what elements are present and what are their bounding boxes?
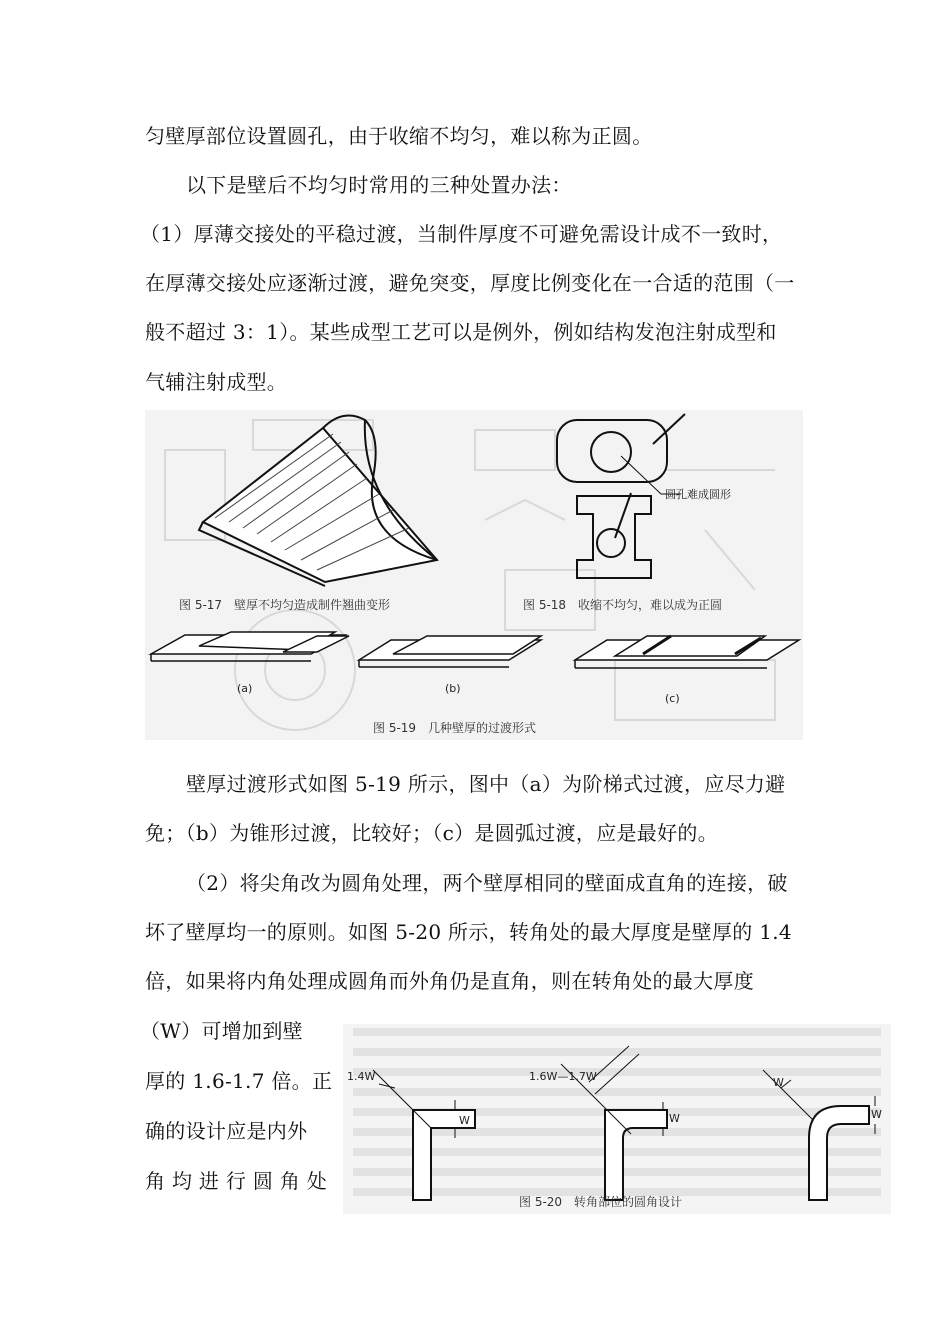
caption-5-19: 图 5-19 几种壁厚的过渡形式 bbox=[373, 721, 537, 735]
label-b: (b) bbox=[445, 682, 461, 695]
warped-plate-drawing bbox=[199, 416, 437, 587]
label-1-6w-1-7w: 1.6W—1.7W bbox=[529, 1070, 597, 1083]
text-line-12: （W）可增加到壁 bbox=[140, 1019, 303, 1043]
text-line-14: 确的设计应是内外 bbox=[145, 1119, 308, 1143]
text-line-15: 角 均 进 行 圆 角 处 bbox=[145, 1169, 328, 1193]
label-hole-not-round: 圆孔难成圆形 bbox=[665, 488, 731, 501]
figure-5-17-5-18-5-19 bbox=[145, 410, 803, 740]
text-line-13: 厚的 1.6-1.7 倍。正 bbox=[145, 1069, 333, 1093]
text-line-3: （1）厚薄交接处的平稳过渡，当制件厚度不可避免需设计成不一致时， bbox=[140, 222, 783, 246]
text-line-11: 倍，如果将内角处理成圆角而外角仍是直角，则在转角处的最大厚度 bbox=[145, 969, 754, 993]
text-line-4: 在厚薄交接处应逐渐过渡，避免突变，厚度比例变化在一合适的范围（一 bbox=[145, 271, 795, 295]
caption-5-20: 图 5-20 转角部位的圆角设计 bbox=[519, 1195, 683, 1209]
text-line-8: 免；（b）为锥形过渡，比较好；（c）是圆弧过渡，应是最好的。 bbox=[145, 821, 719, 845]
transition-plate-c bbox=[575, 636, 799, 668]
text-line-6: 气辅注射成型。 bbox=[145, 370, 288, 394]
caption-5-18: 图 5-18 收缩不均匀，难以成为正圆 bbox=[523, 598, 723, 612]
label-w-2: W bbox=[669, 1112, 680, 1125]
label-w-1: W bbox=[459, 1114, 470, 1127]
label-1-4w: 1.4W bbox=[347, 1070, 376, 1083]
text-line-2: 以下是壁后不均匀时常用的三种处置办法： bbox=[186, 173, 572, 197]
text-line-10: 坏了壁厚均一的原则。如图 5-20 所示，转角处的最大厚度是壁厚的 1.4 bbox=[145, 920, 792, 944]
label-c: (c) bbox=[665, 692, 680, 705]
figure-5-20 bbox=[343, 1024, 891, 1214]
text-line-5: 般不超过 3：1）。某些成型工艺可以是例外，例如结构发泡注射成型和 bbox=[145, 320, 777, 344]
label-w-3: W bbox=[773, 1076, 784, 1089]
transition-plate-a bbox=[151, 632, 349, 661]
caption-5-17: 图 5-17 壁厚不均匀造成制件翘曲变形 bbox=[179, 598, 391, 612]
label-w-4: W bbox=[871, 1108, 882, 1121]
label-a: (a) bbox=[237, 682, 253, 695]
text-line-1: 匀壁厚部位设置圆孔，由于收缩不均匀，难以称为正圆。 bbox=[145, 124, 653, 148]
text-line-9: （2）将尖角改为圆角处理，两个壁厚相同的壁面成直角的连接，破 bbox=[186, 871, 788, 895]
text-line-7: 壁厚过渡形式如图 5-19 所示，图中（a）为阶梯式过渡，应尽力避 bbox=[186, 772, 786, 796]
transition-plate-b bbox=[359, 636, 541, 667]
